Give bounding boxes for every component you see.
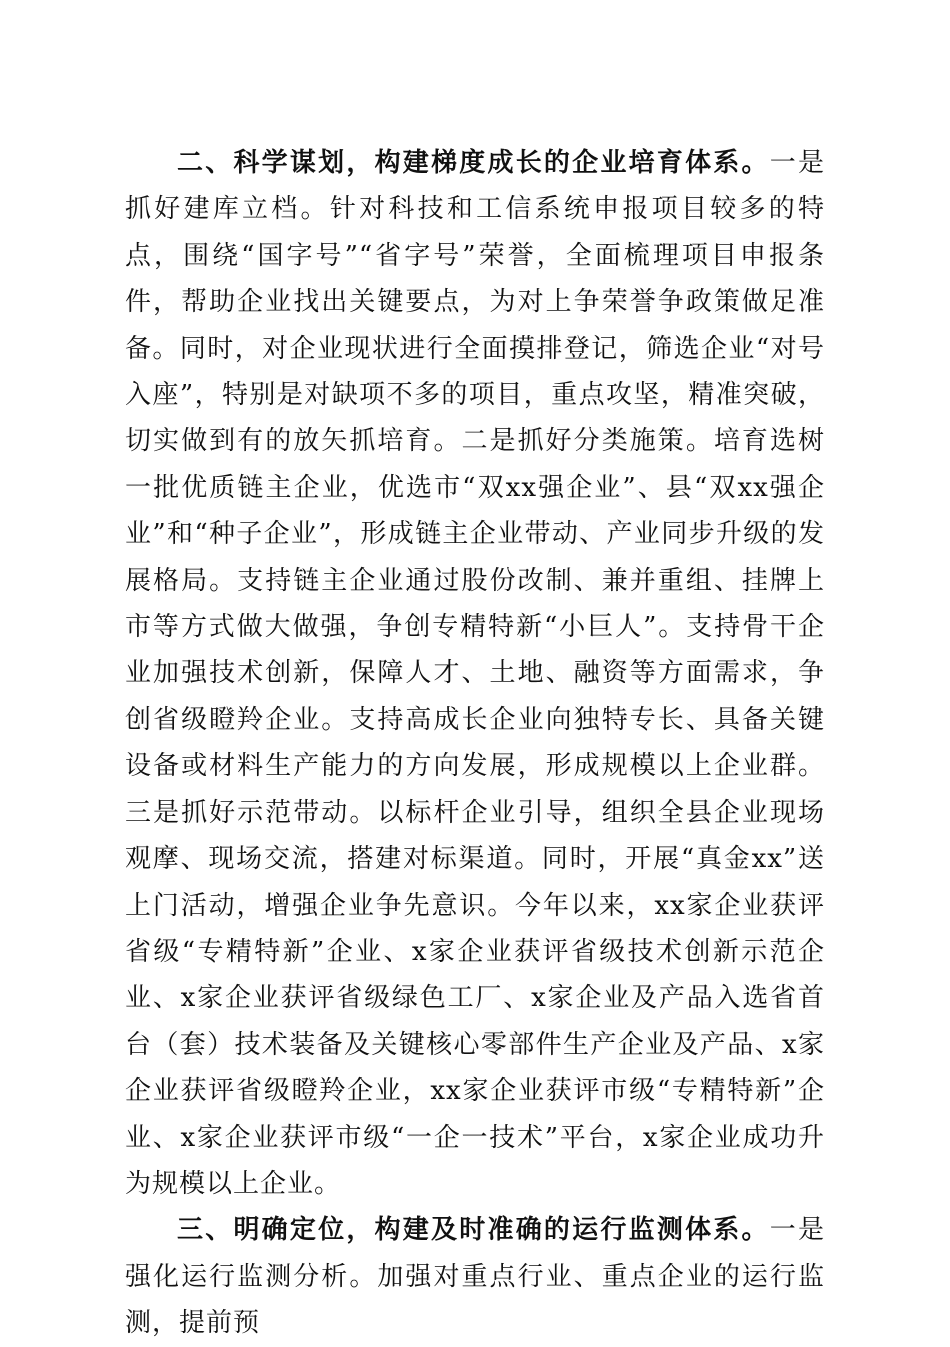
document-body [125,140,825,1347]
paragraph-section-2 [125,140,825,1207]
section-2-heading: 二、科学谋划，构建梯度成长的企业培育体系。 [177,148,770,178]
paragraph-section-3 [125,1207,825,1346]
section-3-text: 一是强化运行监测分析。加强对重点行业、重点企业的运行监测，提前预 [125,1215,825,1339]
section-2-text: 一是抓好建库立档。针对科技和工信系统申报项目较多的特点，围绕“国字号”“省字号”荣誉，全面梳理项目申报条件，帮助企业找出关键要点，为对上争荣誉争政策做足准备。同时，对企业现状进行全面摸排登记，筛选企业“对号入座”，特别是对缺项不多的项目，重点攻坚，精准突破，切实做到有的放矢抓培育。二是抓好分类施策。培育选树一批优质链主企业，优选市“双xx强企业”、县“双xx强企业”和“种子企业”，形成链主企业带动、产业同步升级的发展格局。支持链主企业通过股份改制、兼并重组、挂牌上市等方式做大做强，争创专精特新“小巨人”。支持骨干企业加强技术创新，保障人才、土地、融资等方面需求，争创省级瞪羚企业。支持高成长企业向独特专长、具备关键设备或材料生产能力的方向发展，形成规模以上企业群。三是抓好示范带动。以标杆企业引导，组织全县企业现场观摩、现场交流，搭建对标渠道。同时，开展“真金xx”送上门活动，增强企业争先意识。今年以来，xx家企业获评省级“专精特新”企业、x家企业获评省级技术创新示范企业、x家企业获评省级绿色工厂、x家企业及产品入选省首台（套）技术装备及关键核心零部件生产企业及产品、x家企业获评省级瞪羚企业，xx家企业获评市级“专精特新”企业、x家企业获评市级“一企一技术”平台，x家企业成功升为规模以上企业。 [125,148,825,1199]
section-3-heading: 三、明确定位，构建及时准确的运行监测体系。 [177,1215,770,1246]
